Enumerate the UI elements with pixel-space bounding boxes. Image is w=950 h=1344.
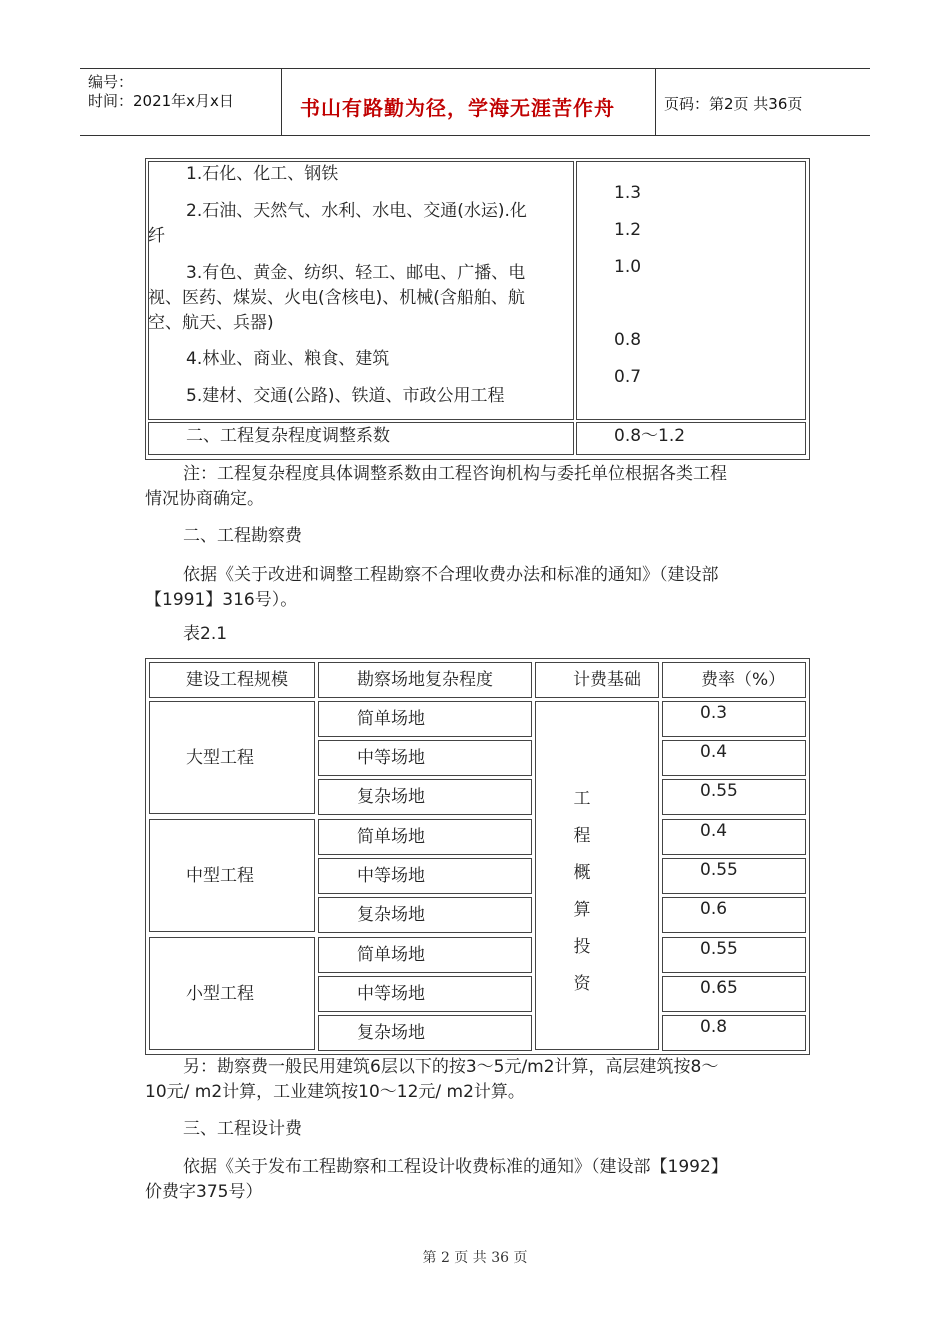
rate-cell [662,740,806,776]
coefficient-1: 1.3 [614,183,642,203]
extra-line-2: 10元/ m2计算，工业建筑按10～12元/ m2计算。 [145,1082,525,1102]
extra-line-1: 另：勘察费一般民用建筑6层以下的按3～5元/m2计算，高层建筑按8～ [183,1057,719,1077]
page-info: 页码：第2页 共36页 [664,95,803,113]
coefficient-table [145,158,810,460]
complexity-value-cell [576,422,806,455]
site-cell [318,819,532,855]
site-large-medium: 中等场地 [357,748,425,768]
doc-time-label: 时间：2021年x月x日 [88,92,234,110]
header-basis: 计费基础 [573,670,641,690]
rate-large-medium: 0.4 [700,742,728,762]
page-footer: 第 2 页 共 36 页 [422,1250,528,1266]
rate-large-complex: 0.55 [700,781,738,801]
basis-char-2: 程 [573,826,591,846]
industry-line-3b: 视、医药、煤炭、火电(含核电)、机械(含船舶、航 [148,288,525,308]
rate-small-simple: 0.55 [700,939,738,959]
site-cell [318,976,532,1012]
site-large-simple: 简单场地 [357,709,425,729]
header-scale: 建设工程规模 [186,670,288,690]
header-rate: 费率（%） [701,670,786,690]
header-divider-right [655,68,656,136]
rate-cell [662,897,806,933]
site-small-simple: 简单场地 [357,945,425,965]
rate-medium-complex: 0.6 [700,899,728,919]
scale-large: 大型工程 [186,748,254,768]
site-cell [318,1015,532,1051]
note-line-1: 注：工程复杂程度具体调整系数由工程咨询机构与委托单位根据各类工程 [183,464,727,484]
note-line-2: 情况协商确定。 [145,489,264,509]
rate-cell [662,819,806,855]
site-small-medium: 中等场地 [357,984,425,1004]
rate-small-medium: 0.65 [700,978,738,998]
header-top-rule [80,68,870,69]
basis-char-1: 工 [573,789,591,809]
site-cell [318,897,532,933]
site-cell [318,779,532,815]
scale-small: 小型工程 [186,984,254,1004]
rate-medium-medium: 0.55 [700,860,738,880]
doc-number-label: 编号： [88,73,134,91]
basis-char-3: 概 [573,863,591,883]
rate-medium-simple: 0.4 [700,821,728,841]
coefficient-5: 0.7 [614,367,642,387]
basis-char-4: 算 [573,900,591,920]
coefficient-2: 1.2 [614,220,642,240]
complexity-value: 0.8～1.2 [614,426,686,446]
table-2-caption: 表2.1 [183,624,228,644]
site-small-complex: 复杂场地 [357,1023,425,1043]
rate-cell [662,1015,806,1051]
section-3-heading: 三、工程设计费 [183,1119,302,1139]
industry-line-1: 1.石化、化工、钢铁 [186,164,339,184]
header-site: 勘察场地复杂程度 [357,670,493,690]
complexity-label: 二、工程复杂程度调整系数 [186,426,390,446]
industry-line-4: 4.林业、商业、粮食、建筑 [186,349,390,369]
site-cell [318,937,532,973]
rate-large-simple: 0.3 [700,703,728,723]
section-2-heading: 二、工程勘察费 [183,526,302,546]
industry-line-2b: 纤 [148,226,165,246]
site-large-complex: 复杂场地 [357,787,425,807]
header-motto: 书山有路勤为径，学海无涯苦作舟 [300,96,615,120]
site-cell [318,858,532,894]
basis-char-6: 资 [573,974,591,994]
site-cell [318,701,532,737]
rate-cell [662,701,806,737]
site-cell [318,740,532,776]
section-2-basis-line-2: 【1991】316号）。 [145,590,298,610]
site-medium-medium: 中等场地 [357,866,425,886]
industry-line-2: 2.石油、天然气、水利、水电、交通(水运).化 [186,201,527,221]
coefficient-4: 0.8 [614,330,642,350]
header-bottom-rule [80,135,870,136]
industry-line-3: 3.有色、黄金、纺织、轻工、邮电、广播、电 [186,263,526,283]
site-medium-simple: 简单场地 [357,827,425,847]
survey-fee-table [145,658,810,1055]
section-2-basis-line-1: 依据《关于改进和调整工程勘察不合理收费办法和标准的通知》（建设部 [183,565,719,585]
industry-line-5: 5.建材、交通(公路)、铁道、市政公用工程 [186,386,505,406]
basis-char-5: 投 [573,937,591,957]
header-divider-left [281,68,282,136]
industry-line-3c: 空、航天、兵器) [148,313,274,333]
coefficient-cell [576,161,806,420]
coefficient-3: 1.0 [614,257,642,277]
site-medium-complex: 复杂场地 [357,905,425,925]
scale-medium: 中型工程 [186,866,254,886]
section-3-basis-line-2: 价费字375号） [145,1182,263,1202]
rate-small-complex: 0.8 [700,1017,728,1037]
basis-cell [535,701,659,1050]
section-3-basis-line-1: 依据《关于发布工程勘察和工程设计收费标准的通知》（建设部【1992】 [183,1157,728,1177]
